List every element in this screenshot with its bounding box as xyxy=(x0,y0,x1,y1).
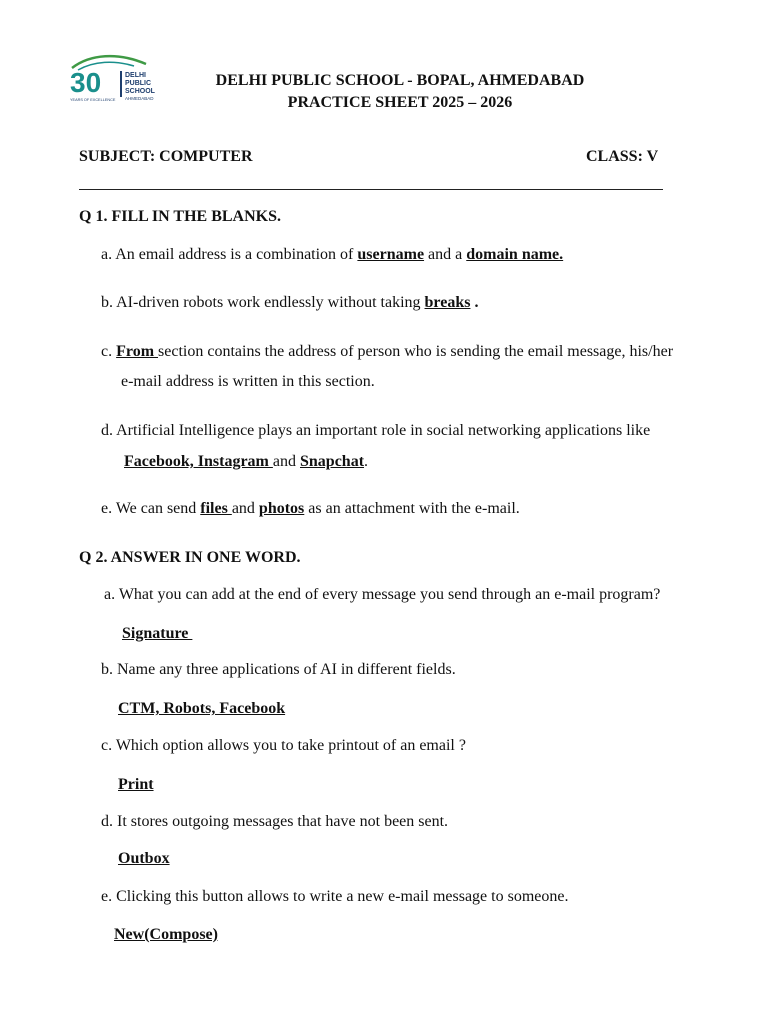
q1b-answer: breaks xyxy=(424,294,471,311)
q2-answer-b: CTM, Robots, Facebook xyxy=(118,700,286,717)
q2-question-e: e. Clicking this button allows to write a new e-mail message to someone. xyxy=(101,888,569,905)
practice-sheet-title: PRACTICE SHEET 2025 – 2026 xyxy=(287,94,513,111)
q1-item-c-line2: e-mail address is written in this section. xyxy=(121,373,375,390)
q1a-answer-1: username xyxy=(357,246,425,263)
q2-answer-d: Outbox xyxy=(118,850,170,867)
svg-text:YEARS OF EXCELLENCE: YEARS OF EXCELLENCE xyxy=(70,98,116,102)
header-divider xyxy=(79,189,663,190)
q2-question-d: d. It stores outgoing messages that have not been sent. xyxy=(101,813,449,830)
q1c-text: section contains the address of person who is sending the email message, his/her xyxy=(158,343,674,360)
q1e-answer-2: photos xyxy=(258,500,305,517)
q1d-mid-text: and xyxy=(272,453,300,470)
q1-title: Q 1. FILL IN THE BLANKS. xyxy=(79,208,281,225)
q1a-mid-text: and a xyxy=(424,246,467,263)
q1-item-b xyxy=(101,294,478,312)
q2-answer-c: Print xyxy=(118,776,154,793)
svg-text:AHMEDABAD: AHMEDABAD xyxy=(125,96,154,101)
q1d-suffix: . xyxy=(364,453,369,470)
q2-answer-e: New(Compose) xyxy=(114,926,218,943)
svg-text:SCHOOL: SCHOOL xyxy=(125,88,155,95)
svg-text:30: 30 xyxy=(70,67,102,98)
q2-answer-a: Signature xyxy=(122,625,193,642)
q1e-answer-1: files xyxy=(200,500,232,517)
q1-item-d: d. Artificial Intelligence plays an important role in social networking applications like xyxy=(101,422,651,439)
school-logo xyxy=(68,54,168,106)
q1-item-a xyxy=(101,246,563,264)
q2-question-a: a. What you can add at the end of every message you send through an e-mail program? xyxy=(104,586,661,603)
svg-text:DELHI: DELHI xyxy=(125,72,146,79)
q1a-text: a. An email address is a combination of xyxy=(101,246,358,263)
q1e-suffix: as an attachment with the e-mail. xyxy=(304,500,520,517)
q1c-answer: From xyxy=(116,343,159,360)
q1b-suffix: . xyxy=(470,294,479,311)
q1c-label: c. xyxy=(101,343,117,360)
class-label: CLASS: V xyxy=(586,148,659,165)
q1a-answer-2: domain name. xyxy=(466,246,564,263)
q1d-answer-2: Snapchat xyxy=(300,453,365,470)
q2-question-c: c. Which option allows you to take printout of an email ? xyxy=(101,737,466,754)
q1e-text: e. We can send xyxy=(101,500,201,517)
q1b-text: b. AI-driven robots work endlessly without taking xyxy=(101,294,425,311)
logo-emblem-icon xyxy=(68,54,168,106)
q1-item-d-line2 xyxy=(124,453,368,471)
q1-item-e xyxy=(101,500,520,518)
q1-item-c xyxy=(101,343,673,361)
q2-title: Q 2. ANSWER IN ONE WORD. xyxy=(79,549,301,566)
q1e-mid-text: and xyxy=(231,500,259,517)
svg-text:PUBLIC: PUBLIC xyxy=(125,80,152,87)
subject-label: SUBJECT: COMPUTER xyxy=(79,148,253,165)
q1d-answer-1: Facebook, Instagram xyxy=(124,453,273,470)
school-name: DELHI PUBLIC SCHOOL - BOPAL, AHMEDABAD xyxy=(215,72,585,89)
q2-question-b: b. Name any three applications of AI in different fields. xyxy=(101,661,456,678)
